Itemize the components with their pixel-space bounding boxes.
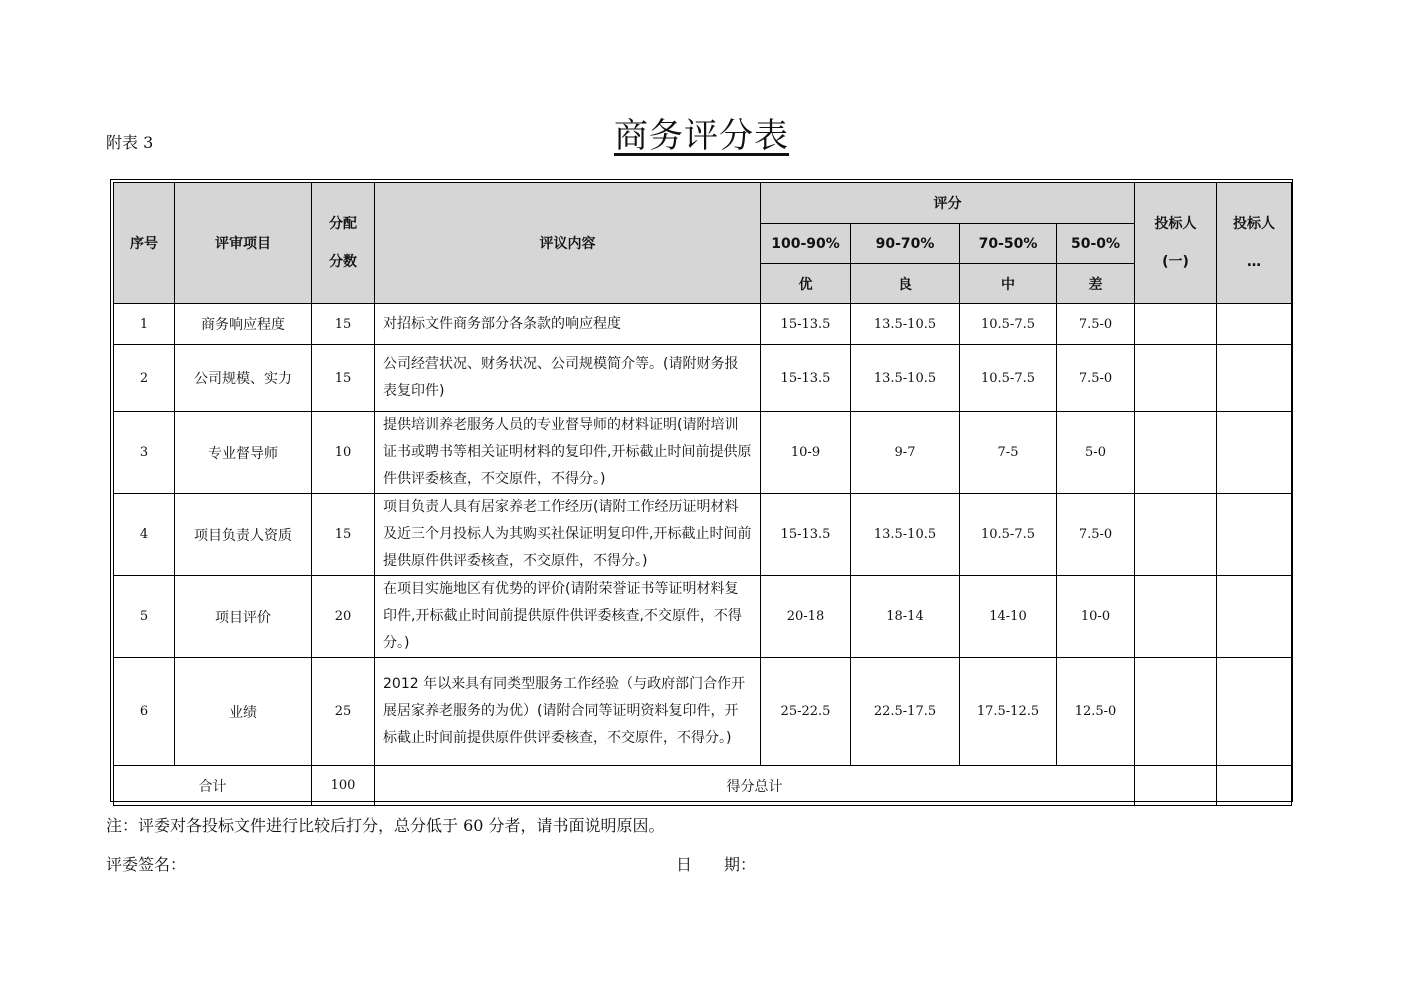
header-grade-poor: 差 [1057,264,1135,304]
signature-label: 评委签名： [106,855,187,874]
row-score: 15 [312,494,375,576]
header-item: 评审项目 [175,183,312,304]
table-row [114,576,1292,658]
row-good: 13.5-10.5 [851,494,960,576]
scoring-table-frame [110,179,1293,802]
table-row [114,494,1292,576]
scoring-table [113,182,1292,806]
row-medium: 14-10 [960,576,1057,658]
header-score-line2: 分数 [329,254,357,270]
row-bidder-1-score[interactable] [1135,304,1217,345]
row-item: 业绩 [175,658,312,766]
row-seq: 3 [114,412,175,494]
row-score: 15 [312,345,375,412]
header-seq: 序号 [114,183,175,304]
header-range-excellent: 100-90% [761,224,851,264]
row-bidder-1-score[interactable] [1135,658,1217,766]
row-excellent: 15-13.5 [761,304,851,345]
date-label: 日 期： [676,855,757,874]
row-poor: 7.5-0 [1057,345,1135,412]
header-bidder-2 [1217,183,1292,304]
header-grade-good: 良 [851,264,960,304]
row-content: 对招标文件商务部分各条款的响应程度 [375,304,761,345]
row-excellent: 10-9 [761,412,851,494]
row-poor: 7.5-0 [1057,494,1135,576]
row-good: 13.5-10.5 [851,304,960,345]
header-bidder-1-line2: (一) [1162,254,1189,270]
row-score: 20 [312,576,375,658]
row-item: 项目评价 [175,576,312,658]
row-good: 18-14 [851,576,960,658]
row-item: 项目负责人资质 [175,494,312,576]
row-poor: 7.5-0 [1057,304,1135,345]
header-range-medium: 70-50% [960,224,1057,264]
row-bidder-2-score[interactable] [1217,412,1292,494]
row-poor: 10-0 [1057,576,1135,658]
header-bidder-2-line1: 投标人 [1233,216,1275,232]
row-seq: 1 [114,304,175,345]
footnote: 注：评委对各投标文件进行比较后打分，总分低于 60 分者，请书面说明原因。 [106,816,665,835]
row-bidder-2-score[interactable] [1217,345,1292,412]
row-medium: 7-5 [960,412,1057,494]
total-row [114,766,1292,806]
header-score [312,183,375,304]
header-grade-medium: 中 [960,264,1057,304]
total-label: 合计 [114,766,312,806]
row-good: 9-7 [851,412,960,494]
table-row [114,304,1292,345]
row-bidder-2-score[interactable] [1217,494,1292,576]
row-medium: 10.5-7.5 [960,345,1057,412]
row-bidder-1-score[interactable] [1135,576,1217,658]
row-item: 专业督导师 [175,412,312,494]
header-grade-excellent: 优 [761,264,851,304]
row-poor: 5-0 [1057,412,1135,494]
row-content: 提供培训养老服务人员的专业督导师的材料证明(请附培训证书或聘书等相关证明材料的复印件,开标截止时间前提供原件供评委核查，不交原件，不得分。) [375,412,761,494]
row-bidder-1-score[interactable] [1135,345,1217,412]
header-score-line1: 分配 [329,216,357,232]
total-bidder-2[interactable] [1217,766,1292,806]
total-sum-label: 得分总计 [375,766,1135,806]
row-excellent: 15-13.5 [761,494,851,576]
row-excellent: 15-13.5 [761,345,851,412]
row-seq: 6 [114,658,175,766]
header-range-good: 90-70% [851,224,960,264]
row-medium: 10.5-7.5 [960,494,1057,576]
row-item: 商务响应程度 [175,304,312,345]
table-row [114,345,1292,412]
row-poor: 12.5-0 [1057,658,1135,766]
appendix-label: 附表 3 [106,133,154,152]
row-seq: 2 [114,345,175,412]
row-seq: 4 [114,494,175,576]
row-score: 25 [312,658,375,766]
header-bidder-1-line1: 投标人 [1154,216,1197,232]
row-medium: 17.5-12.5 [960,658,1057,766]
row-bidder-2-score[interactable] [1217,576,1292,658]
table-row [114,412,1292,494]
header-bidder-2-line2: … [1247,254,1261,270]
header-bidder-1 [1135,183,1217,304]
row-bidder-2-score[interactable] [1217,304,1292,345]
row-excellent: 25-22.5 [761,658,851,766]
header-rating: 评分 [761,183,1135,224]
row-content: 在项目实施地区有优势的评价(请附荣誉证书等证明材料复印件,开标截止时间前提供原件供评委核查,不交原件，不得分。) [375,576,761,658]
row-content: 公司经营状况、财务状况、公司规模简介等。(请附财务报表复印件) [375,345,761,412]
total-bidder-1[interactable] [1135,766,1217,806]
table-row [114,658,1292,766]
total-score: 100 [312,766,375,806]
row-score: 15 [312,304,375,345]
row-bidder-1-score[interactable] [1135,494,1217,576]
row-good: 22.5-17.5 [851,658,960,766]
header-range-poor: 50-0% [1057,224,1135,264]
row-bidder-1-score[interactable] [1135,412,1217,494]
row-medium: 10.5-7.5 [960,304,1057,345]
row-good: 13.5-10.5 [851,345,960,412]
row-excellent: 20-18 [761,576,851,658]
header-content: 评议内容 [375,183,761,304]
row-item: 公司规模、实力 [175,345,312,412]
row-bidder-2-score[interactable] [1217,658,1292,766]
row-content: 2012 年以来具有同类型服务工作经验（与政府部门合作开展居家养老服务的为优）(请附合同等证明资料复印件，开标截止时间前提供原件供评委核查，不交原件，不得分。) [375,658,761,766]
row-score: 10 [312,412,375,494]
row-seq: 5 [114,576,175,658]
row-content: 项目负责人具有居家养老工作经历(请附工作经历证明材料及近三个月投标人为其购买社保证明复印件,开标截止时间前提供原件供评委核查，不交原件，不得分。) [375,494,761,576]
page-title: 商务评分表 [614,116,789,156]
